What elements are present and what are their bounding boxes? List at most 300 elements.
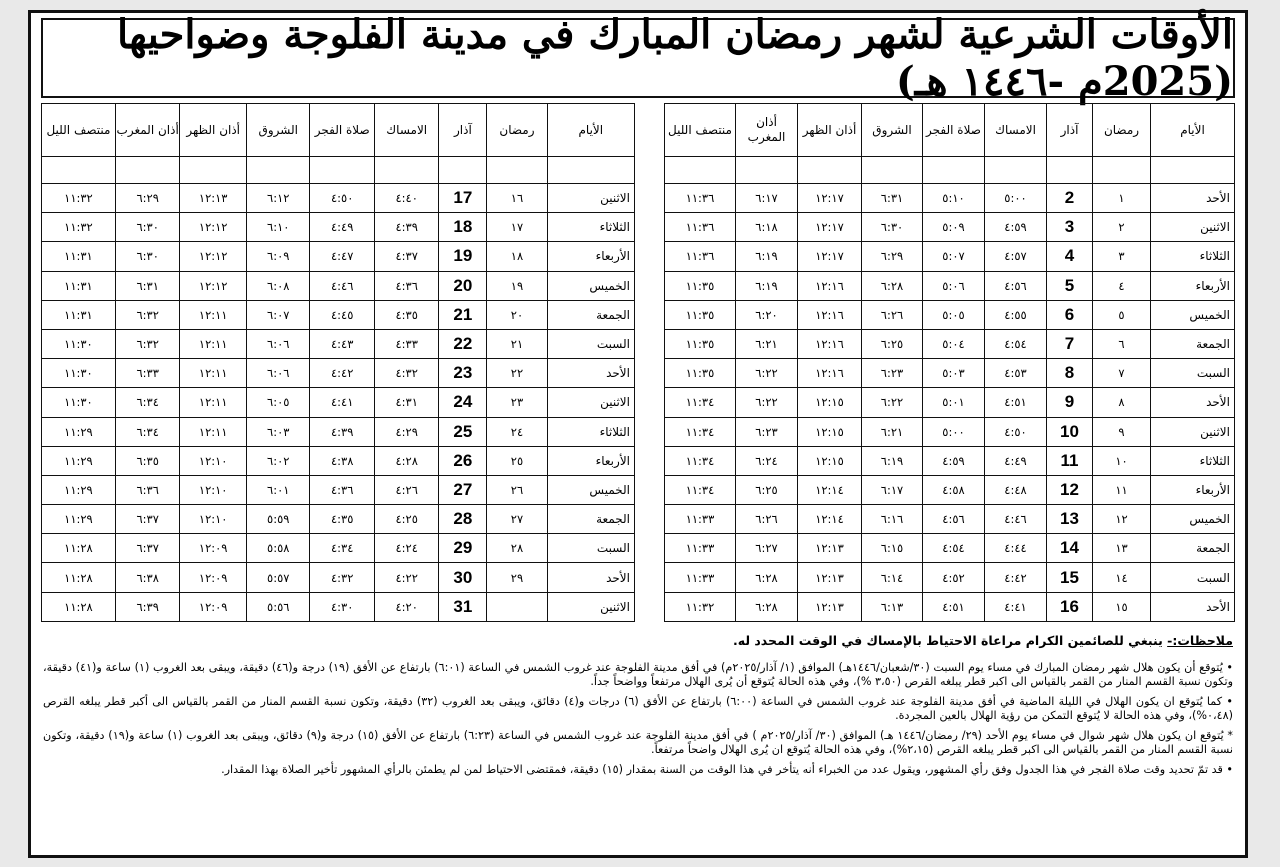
cell-midnight: ١١:٣٠ [42,388,116,417]
cell-fajr: ٤:٣٢ [310,563,375,592]
cell-fajr: ٤:٥٠ [310,184,375,213]
cell-ramadan: ٢٧ [487,505,547,534]
table-row [42,417,635,446]
cell-dhuhr: ١٢:١٠ [180,475,247,504]
cell-imsak: ٤:٥٩ [985,213,1047,242]
cell-maghrib: ٦:٢٢ [736,388,798,417]
cell-fajr: ٤:٣٦ [310,475,375,504]
cell-midnight: ١١:٣٠ [42,359,116,388]
cell-maghrib: ٦:١٨ [736,213,798,242]
header-maghrib: أذان المغرب [115,104,180,157]
cell-imsak: ٤:٣٢ [374,359,439,388]
cell-ramadan: ٤ [1093,271,1151,300]
cell-maghrib: ٦:٣٦ [115,475,180,504]
cell-imsak: ٤:٣١ [374,388,439,417]
header-ramadan: رمضان [1093,104,1151,157]
cell-dhuhr: ١٢:١٢ [180,242,247,271]
cell-sunrise: ٦:٠٩ [247,242,310,271]
cell-day: السبت [547,534,634,563]
cell-fajr: ٤:٥١ [923,592,985,621]
table-row [665,359,1235,388]
cell-adhar: 22 [439,329,487,358]
table-row [42,505,635,534]
cell-imsak: ٤:٣٥ [374,300,439,329]
cell-day: الخميس [547,271,634,300]
cell-dhuhr: ١٢:١٢ [180,213,247,242]
cell-sunrise: ٥:٥٨ [247,534,310,563]
cell-day: الأحد [547,563,634,592]
cell-day: الثلاثاء [547,417,634,446]
cell-imsak: ٤:٥٣ [985,359,1047,388]
header-midnight: منتصف الليل [42,104,116,157]
table-row [665,329,1235,358]
cell-fajr: ٤:٤٥ [310,300,375,329]
cell-maghrib: ٦:٣٩ [115,592,180,621]
cell-dhuhr: ١٢:١٦ [798,329,862,358]
table-row [42,300,635,329]
blank-cell [923,157,985,184]
cell-maghrib: ٦:٣١ [115,271,180,300]
cell-dhuhr: ١٢:١٧ [798,184,862,213]
cell-dhuhr: ١٢:١١ [180,329,247,358]
cell-ramadan: ٩ [1093,417,1151,446]
cell-adhar: 10 [1047,417,1093,446]
cell-fajr: ٥:٠٥ [923,300,985,329]
table-row [665,213,1235,242]
cell-midnight: ١١:٢٩ [42,417,116,446]
cell-midnight: ١١:٣٤ [665,475,736,504]
cell-midnight: ١١:٣٥ [665,300,736,329]
cell-imsak: ٤:٤٨ [985,475,1047,504]
cell-ramadan: ١٥ [1093,592,1151,621]
cell-ramadan: ٢٦ [487,475,547,504]
blank-cell [247,157,310,184]
cell-day: الخميس [1151,300,1235,329]
cell-sunrise: ٦:٠٦ [247,359,310,388]
cell-imsak: ٤:٢٩ [374,417,439,446]
header-sunrise: الشروق [862,104,923,157]
cell-ramadan: ١٨ [487,242,547,271]
cell-fajr: ٤:٣٤ [310,534,375,563]
cell-adhar: 13 [1047,505,1093,534]
notes-label: ملاحظات:- [1167,633,1233,648]
cell-imsak: ٤:٤٦ [985,505,1047,534]
blank-cell [180,157,247,184]
cell-ramadan [487,592,547,621]
cell-adhar: 23 [439,359,487,388]
cell-dhuhr: ١٢:١٣ [180,184,247,213]
cell-maghrib: ٦:١٧ [736,184,798,213]
cell-midnight: ١١:٣٦ [665,213,736,242]
cell-midnight: ١١:٣٤ [665,446,736,475]
cell-adhar: 5 [1047,271,1093,300]
header-ramadan: رمضان [487,104,547,157]
cell-adhar: 20 [439,271,487,300]
cell-adhar: 30 [439,563,487,592]
cell-maghrib: ٦:٢٤ [736,446,798,475]
table-row [665,184,1235,213]
cell-sunrise: ٦:١٤ [862,563,923,592]
blank-cell [665,157,736,184]
cell-sunrise: ٦:٠٨ [247,271,310,300]
cell-maghrib: ٦:٣٨ [115,563,180,592]
cell-day: الجمعة [547,505,634,534]
cell-imsak: ٤:٣٦ [374,271,439,300]
header-fajr: صلاة الفجر [310,104,375,157]
cell-ramadan: ١ [1093,184,1151,213]
cell-day: الثلاثاء [1151,446,1235,475]
table-row [665,300,1235,329]
cell-midnight: ١١:٣١ [42,242,116,271]
cell-midnight: ١١:٣٣ [665,563,736,592]
cell-imsak: ٤:٤٤ [985,534,1047,563]
cell-imsak: ٤:٤١ [985,592,1047,621]
cell-midnight: ١١:٢٩ [42,446,116,475]
table-row [665,534,1235,563]
cell-dhuhr: ١٢:١٥ [798,388,862,417]
cell-maghrib: ٦:١٩ [736,271,798,300]
cell-dhuhr: ١٢:١١ [180,417,247,446]
cell-imsak: ٤:٣٣ [374,329,439,358]
cell-dhuhr: ١٢:١٦ [798,271,862,300]
table-row [42,329,635,358]
header-adhar: آذار [439,104,487,157]
cell-fajr: ٤:٥٤ [923,534,985,563]
cell-midnight: ١١:٣٥ [665,329,736,358]
blank-cell [487,157,547,184]
cell-ramadan: ٢٣ [487,388,547,417]
notes-section [43,634,1233,849]
blank-cell [1151,157,1235,184]
cell-maghrib: ٦:٣٤ [115,417,180,446]
cell-maghrib: ٦:٣٠ [115,213,180,242]
table-row [665,563,1235,592]
blank-cell [42,157,116,184]
cell-maghrib: ٦:٢٨ [736,592,798,621]
cell-dhuhr: ١٢:١٥ [798,446,862,475]
cell-midnight: ١١:٣٤ [665,388,736,417]
cell-ramadan: ١٣ [1093,534,1151,563]
cell-sunrise: ٦:٢٦ [862,300,923,329]
cell-midnight: ١١:٢٩ [42,505,116,534]
cell-fajr: ٤:٤١ [310,388,375,417]
cell-ramadan: ٧ [1093,359,1151,388]
cell-imsak: ٤:٢٦ [374,475,439,504]
cell-midnight: ١١:٣٥ [665,271,736,300]
cell-maghrib: ٦:٢٨ [736,563,798,592]
cell-sunrise: ٥:٥٧ [247,563,310,592]
header-row [42,104,635,157]
cell-adhar: 8 [1047,359,1093,388]
table-row [665,446,1235,475]
table-row [42,475,635,504]
cell-adhar: 4 [1047,242,1093,271]
cell-fajr: ٤:٥٦ [923,505,985,534]
header-imsak: الامساك [985,104,1047,157]
cell-imsak: ٤:٣٩ [374,213,439,242]
cell-sunrise: ٦:٣١ [862,184,923,213]
cell-dhuhr: ١٢:١٧ [798,213,862,242]
cell-imsak: ٤:٥٥ [985,300,1047,329]
cell-sunrise: ٦:١٣ [862,592,923,621]
cell-day: الأحد [1151,388,1235,417]
cell-maghrib: ٦:٣٠ [115,242,180,271]
header-maghrib: أذان المغرب [736,104,798,157]
cell-imsak: ٤:٥١ [985,388,1047,417]
cell-adhar: 9 [1047,388,1093,417]
cell-sunrise: ٦:٠٧ [247,300,310,329]
cell-midnight: ١١:٣٣ [665,505,736,534]
cell-imsak: ٤:٢٢ [374,563,439,592]
cell-adhar: 18 [439,213,487,242]
cell-maghrib: ٦:٢٩ [115,184,180,213]
cell-adhar: 3 [1047,213,1093,242]
cell-fajr: ٥:٠١ [923,388,985,417]
cell-day: الأحد [1151,592,1235,621]
cell-imsak: ٤:٢٤ [374,534,439,563]
cell-midnight: ١١:٣٢ [42,213,116,242]
cell-day: الأحد [1151,184,1235,213]
cell-maghrib: ٦:٣٥ [115,446,180,475]
cell-imsak: ٥:٠٠ [985,184,1047,213]
blank-cell [115,157,180,184]
cell-imsak: ٤:٢٠ [374,592,439,621]
blank-cell [862,157,923,184]
table-row [42,242,635,271]
cell-ramadan: ١٦ [487,184,547,213]
cell-adhar: 28 [439,505,487,534]
cell-dhuhr: ١٢:٠٩ [180,534,247,563]
table-row [42,184,635,213]
cell-adhar: 24 [439,388,487,417]
cell-day: الأربعاء [1151,271,1235,300]
cell-day: الجمعة [1151,329,1235,358]
notes-header [43,634,1233,649]
cell-fajr: ٤:٣٩ [310,417,375,446]
cell-dhuhr: ١٢:١١ [180,388,247,417]
cell-adhar: 7 [1047,329,1093,358]
cell-ramadan: ٢٩ [487,563,547,592]
cell-dhuhr: ١٢:١٦ [798,359,862,388]
cell-sunrise: ٦:١٩ [862,446,923,475]
cell-ramadan: ١٢ [1093,505,1151,534]
cell-sunrise: ٦:١٦ [862,505,923,534]
header-day: الأيام [547,104,634,157]
cell-ramadan: ١٩ [487,271,547,300]
cell-dhuhr: ١٢:١٧ [798,242,862,271]
note-item: * يُتوقع ان يكون هلال شهر شوال في مساء يوم الأحد (٢٩/ رمضان/١٤٤٦ هـ) الموافق (٣٠/ آذار/٢٠٢٥م ) في أفق مدينة الفلوجة عند غروب الشمس في الساعة (٦:٢٣) بارتفاع عن الأفق (١٥) درجة و(٩) دقائق، ويبقى بعد الغروب (١) ساعة و(١٩) دقيقة، وتكون نسبة القسم المنار من القمر بالقياس الى اكبر قطر يبلغه القرص (٢،١٥%)، وفي هذه الحالة يُتوقع ان يُرى الهلال واضحاً مرتفعاً. [43,728,1233,756]
cell-midnight: ١١:٣٦ [665,242,736,271]
blank-cell [547,157,634,184]
cell-adhar: 17 [439,184,487,213]
cell-day: الاثنين [1151,417,1235,446]
cell-sunrise: ٦:٠٦ [247,329,310,358]
cell-ramadan: ٢٤ [487,417,547,446]
table-row [42,446,635,475]
cell-day: الأربعاء [1151,475,1235,504]
cell-ramadan: ٢ [1093,213,1151,242]
note-item: • كما يُتوقع ان يكون الهلال في الليلة الماضية في أفق مدينة الفلوجة عند غروب الشمس في الساعة (٦:٠٠) بارتفاع عن الأفق (٦) درجات و(٤) دقائق، ويبقى بعد الغروب (٣٢) دقيقة، وتكون نسبة القسم المنار من القمر بالقياس الى أكبر قطر يبلغه القرص (٠،٤٨%)، وفي هذه الحالة لا يُتوقع التمكن من رؤية الهلال بالعين المجردة. [43,694,1233,722]
cell-dhuhr: ١٢:٠٩ [180,592,247,621]
cell-dhuhr: ١٢:١٠ [180,505,247,534]
cell-day: الخميس [1151,505,1235,534]
cell-maghrib: ٦:١٩ [736,242,798,271]
cell-fajr: ٤:٥٩ [923,446,985,475]
table-row [42,563,635,592]
cell-fajr: ٥:٠٧ [923,242,985,271]
cell-dhuhr: ١٢:١٤ [798,475,862,504]
cell-midnight: ١١:٢٨ [42,592,116,621]
cell-sunrise: ٦:٠٥ [247,388,310,417]
cell-midnight: ١١:٣١ [42,271,116,300]
cell-sunrise: ٦:٠٢ [247,446,310,475]
cell-sunrise: ٦:١٧ [862,475,923,504]
cell-midnight: ١١:٣١ [42,300,116,329]
cell-adhar: 11 [1047,446,1093,475]
cell-fajr: ٤:٣٠ [310,592,375,621]
cell-ramadan: ٢٠ [487,300,547,329]
blank-cell [439,157,487,184]
cell-ramadan: ١١ [1093,475,1151,504]
cell-sunrise: ٦:١٥ [862,534,923,563]
cell-maghrib: ٦:٢٢ [736,359,798,388]
cell-ramadan: ٢٥ [487,446,547,475]
cell-fajr: ٤:٤٩ [310,213,375,242]
cell-midnight: ١١:٣٤ [665,417,736,446]
table-row [42,388,635,417]
cell-adhar: 16 [1047,592,1093,621]
cell-sunrise: ٦:٣٠ [862,213,923,242]
cell-sunrise: ٦:٢٢ [862,388,923,417]
cell-fajr: ٤:٣٨ [310,446,375,475]
table-row [665,388,1235,417]
cell-maghrib: ٦:٣٣ [115,359,180,388]
cell-day: الاثنين [547,184,634,213]
cell-day: الأربعاء [547,446,634,475]
cell-imsak: ٤:٢٨ [374,446,439,475]
cell-midnight: ١١:٣٢ [42,184,116,213]
timetable-left [41,103,635,622]
cell-midnight: ١١:٢٨ [42,563,116,592]
cell-maghrib: ٦:٢٣ [736,417,798,446]
cell-adhar: 31 [439,592,487,621]
cell-maghrib: ٦:٣٧ [115,534,180,563]
cell-midnight: ١١:٣٦ [665,184,736,213]
cell-sunrise: ٦:٢٣ [862,359,923,388]
cell-sunrise: ٦:٢٥ [862,329,923,358]
cell-maghrib: ٦:٢٦ [736,505,798,534]
table-row [665,592,1235,621]
cell-imsak: ٤:٤٢ [985,563,1047,592]
cell-imsak: ٤:٥٤ [985,329,1047,358]
cell-day: السبت [1151,563,1235,592]
cell-midnight: ١١:٣٢ [665,592,736,621]
cell-fajr: ٤:٣٥ [310,505,375,534]
header-dhuhr: أذان الظهر [798,104,862,157]
cell-day: السبت [547,329,634,358]
table-row [665,242,1235,271]
cell-fajr: ٤:٥٢ [923,563,985,592]
header-sunrise: الشروق [247,104,310,157]
cell-imsak: ٤:٤٠ [374,184,439,213]
cell-sunrise: ٦:٠٣ [247,417,310,446]
cell-adhar: 21 [439,300,487,329]
blank-cell [1047,157,1093,184]
cell-adhar: 27 [439,475,487,504]
cell-maghrib: ٦:٢١ [736,329,798,358]
cell-imsak: ٤:٢٥ [374,505,439,534]
cell-midnight: ١١:٣٣ [665,534,736,563]
cell-day: الأربعاء [547,242,634,271]
cell-midnight: ١١:٣٥ [665,359,736,388]
cell-adhar: 14 [1047,534,1093,563]
header-dhuhr: أذان الظهر [180,104,247,157]
cell-imsak: ٤:٥٦ [985,271,1047,300]
cell-dhuhr: ١٢:١٣ [798,534,862,563]
cell-dhuhr: ١٢:١٠ [180,446,247,475]
cell-adhar: 29 [439,534,487,563]
cell-ramadan: ٢٨ [487,534,547,563]
blank-cell [374,157,439,184]
cell-ramadan: ٢١ [487,329,547,358]
cell-midnight: ١١:٢٨ [42,534,116,563]
cell-maghrib: ٦:٣٧ [115,505,180,534]
cell-adhar: 26 [439,446,487,475]
cell-ramadan: ١٤ [1093,563,1151,592]
cell-fajr: ٥:٠٠ [923,417,985,446]
cell-fajr: ٤:٤٧ [310,242,375,271]
table-row [665,505,1235,534]
table-row [665,417,1235,446]
header-imsak: الامساك [374,104,439,157]
cell-midnight: ١١:٣٠ [42,329,116,358]
notes-intro: ينبغي للصائمين الكرام مراعاة الاحتياط بالإمساك في الوقت المحدد له. [733,633,1163,648]
cell-dhuhr: ١٢:١٥ [798,417,862,446]
cell-maghrib: ٦:٢٧ [736,534,798,563]
cell-sunrise: ٦:٢٨ [862,271,923,300]
table-row [42,359,635,388]
cell-sunrise: ٦:٢٩ [862,242,923,271]
table-row [42,271,635,300]
cell-day: السبت [1151,359,1235,388]
cell-ramadan: ٣ [1093,242,1151,271]
cell-day: الثلاثاء [547,213,634,242]
cell-dhuhr: ١٢:١٣ [798,563,862,592]
table-row [665,271,1235,300]
cell-fajr: ٥:٠٤ [923,329,985,358]
cell-ramadan: ٢٢ [487,359,547,388]
cell-fajr: ٥:٠٩ [923,213,985,242]
blank-row [42,157,635,184]
cell-fajr: ٤:٤٢ [310,359,375,388]
cell-fajr: ٤:٤٦ [310,271,375,300]
cell-imsak: ٤:٤٩ [985,446,1047,475]
cell-dhuhr: ١٢:١٣ [798,592,862,621]
cell-adhar: 12 [1047,475,1093,504]
header-fajr: صلاة الفجر [923,104,985,157]
cell-fajr: ٤:٤٣ [310,329,375,358]
header-adhar: آذار [1047,104,1093,157]
cell-adhar: 2 [1047,184,1093,213]
cell-adhar: 6 [1047,300,1093,329]
cell-day: الجمعة [547,300,634,329]
cell-maghrib: ٦:٣٢ [115,300,180,329]
cell-fajr: ٥:١٠ [923,184,985,213]
table-row [42,213,635,242]
blank-cell [1093,157,1151,184]
cell-day: الأحد [547,359,634,388]
cell-imsak: ٤:٥٧ [985,242,1047,271]
